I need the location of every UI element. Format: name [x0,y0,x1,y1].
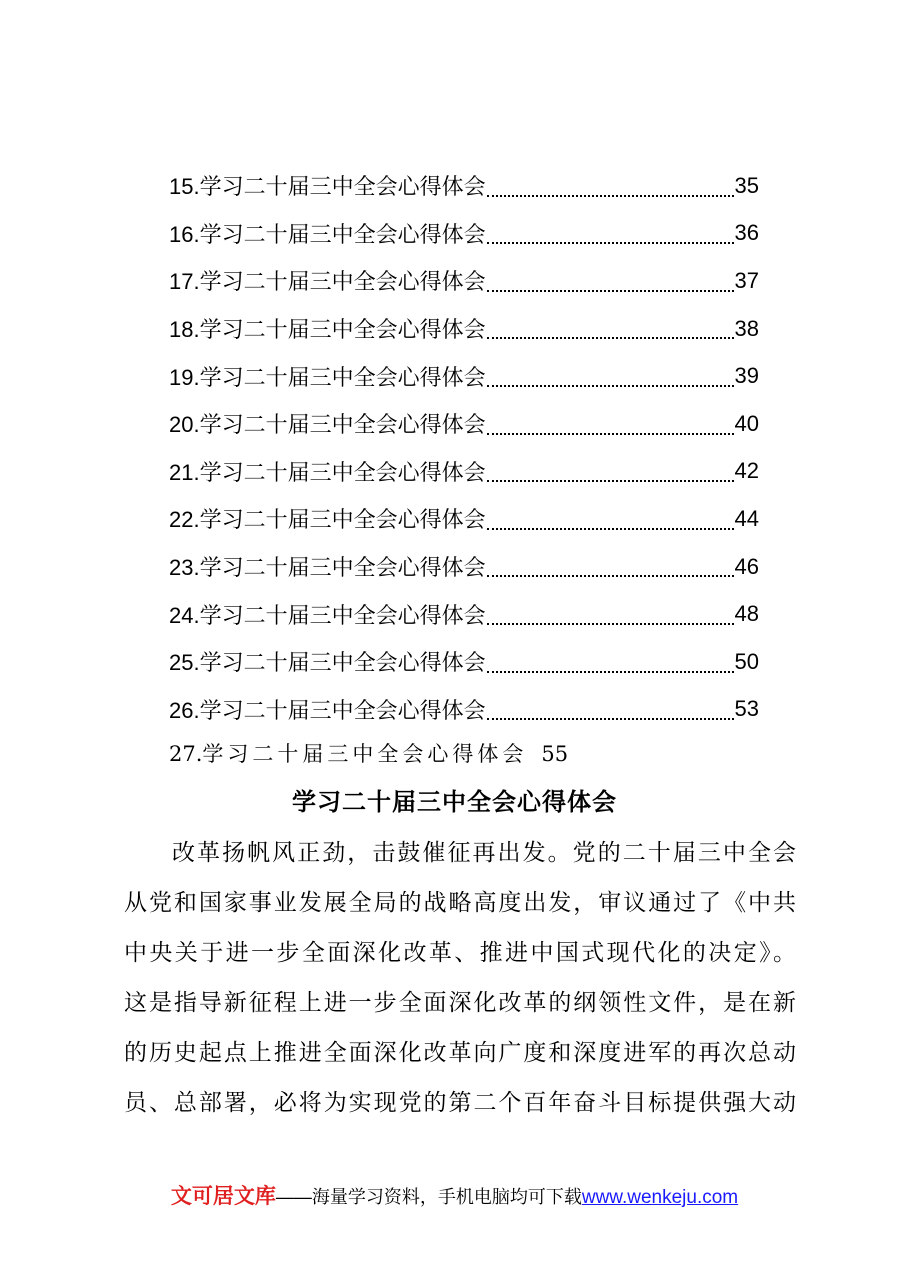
toc-entry-page: 39 [734,363,759,389]
toc-leader-dots [487,575,734,577]
toc-entry-title: 16.学习二十届三中全会心得体会 [169,221,486,247]
toc-entry-page: 48 [734,601,759,627]
toc-leader-dots [487,433,734,435]
article-body [124,828,796,1128]
toc-entry[interactable] [169,400,759,448]
toc-entry-page: 50 [734,648,759,674]
toc-entry-last[interactable] [169,738,568,768]
body-line: 员、总部署，必将为实现党的第二个百年奋斗目标提供强大动 [124,1090,796,1116]
toc-entry-page: 40 [734,410,759,436]
body-line: 改革扬帆风正劲，击鼓催征再出发。党的二十届三中全会 [172,840,796,866]
toc-leader-dots [487,290,734,292]
toc-entry-page: 42 [734,458,759,484]
toc-leader-dots [487,528,734,530]
toc-entry-title: 17.学习二十届三中全会心得体会 [169,269,486,295]
footer-dash: —— [275,1187,312,1207]
toc-entry-number: 27. [169,742,203,766]
toc-entry-title: 15.学习二十届三中全会心得体会 [169,174,486,200]
body-line: 中央关于进一步全面深化改革、推进中国式现代化的决定》。 [124,940,796,966]
toc-leader-dots [487,242,734,244]
toc-entry-page: 44 [734,505,759,531]
toc-entry[interactable] [169,352,759,400]
toc-entry[interactable] [169,638,759,686]
toc-entry-title: 24.学习二十届三中全会心得体会 [169,602,486,628]
toc-entry-title: 20.学习二十届三中全会心得体会 [169,412,486,438]
toc-entry-page: 46 [734,553,759,579]
toc-entry[interactable] [169,257,759,305]
toc-leader-dots [487,195,734,197]
body-line: 这是指导新征程上进一步全面深化改革的纲领性文件，是在新 [124,990,796,1016]
toc-entry-title: 学习二十届三中全会心得体会 [202,742,528,766]
toc-entry-title: 18.学习二十届三中全会心得体会 [169,317,486,343]
toc-entry[interactable] [169,305,759,353]
toc-entry[interactable] [169,590,759,638]
toc-entry-page: 36 [734,220,759,246]
toc-leader-dots [487,718,734,720]
toc-entry[interactable] [169,162,759,210]
toc-entry[interactable] [169,495,759,543]
toc-entry-title: 26.学习二十届三中全会心得体会 [169,697,486,723]
toc-entry-title: 25.学习二十届三中全会心得体会 [169,650,486,676]
toc-entry[interactable] [169,210,759,258]
article-title: 学习二十届三中全会心得体会 [292,787,617,816]
toc-leader-dots [487,671,734,673]
footer-slogan: 海量学习资料，手机电脑均可下载 [311,1187,582,1207]
toc-entry[interactable] [169,543,759,591]
toc-entry[interactable] [169,448,759,496]
toc-entry-page: 53 [734,696,759,722]
toc-leader-dots [487,623,734,625]
table-of-contents [169,162,759,733]
website-link[interactable]: www.wenkeju.com [581,1187,739,1208]
toc-entry[interactable] [169,686,759,734]
brand-name: 文可居文库 [170,1185,276,1208]
body-line: 的历史起点上推进全面深化改革向广度和深度进军的再次总动 [124,1040,796,1066]
toc-entry-title: 19.学习二十届三中全会心得体会 [169,364,486,390]
toc-leader-dots [487,480,734,482]
toc-entry-page: 35 [734,172,759,198]
toc-entry-page: 55 [541,742,569,766]
toc-leader-dots [487,337,734,339]
page-footer [0,1180,909,1210]
toc-entry-page: 38 [734,315,759,341]
toc-entry-title: 23.学习二十届三中全会心得体会 [169,555,486,581]
toc-entry-page: 37 [734,267,759,293]
body-line: 从党和国家事业发展全局的战略高度出发，审议通过了《中共 [124,890,796,916]
toc-entry-title: 21.学习二十届三中全会心得体会 [169,459,486,485]
toc-entry-title: 22.学习二十届三中全会心得体会 [169,507,486,533]
toc-leader-dots [487,385,734,387]
